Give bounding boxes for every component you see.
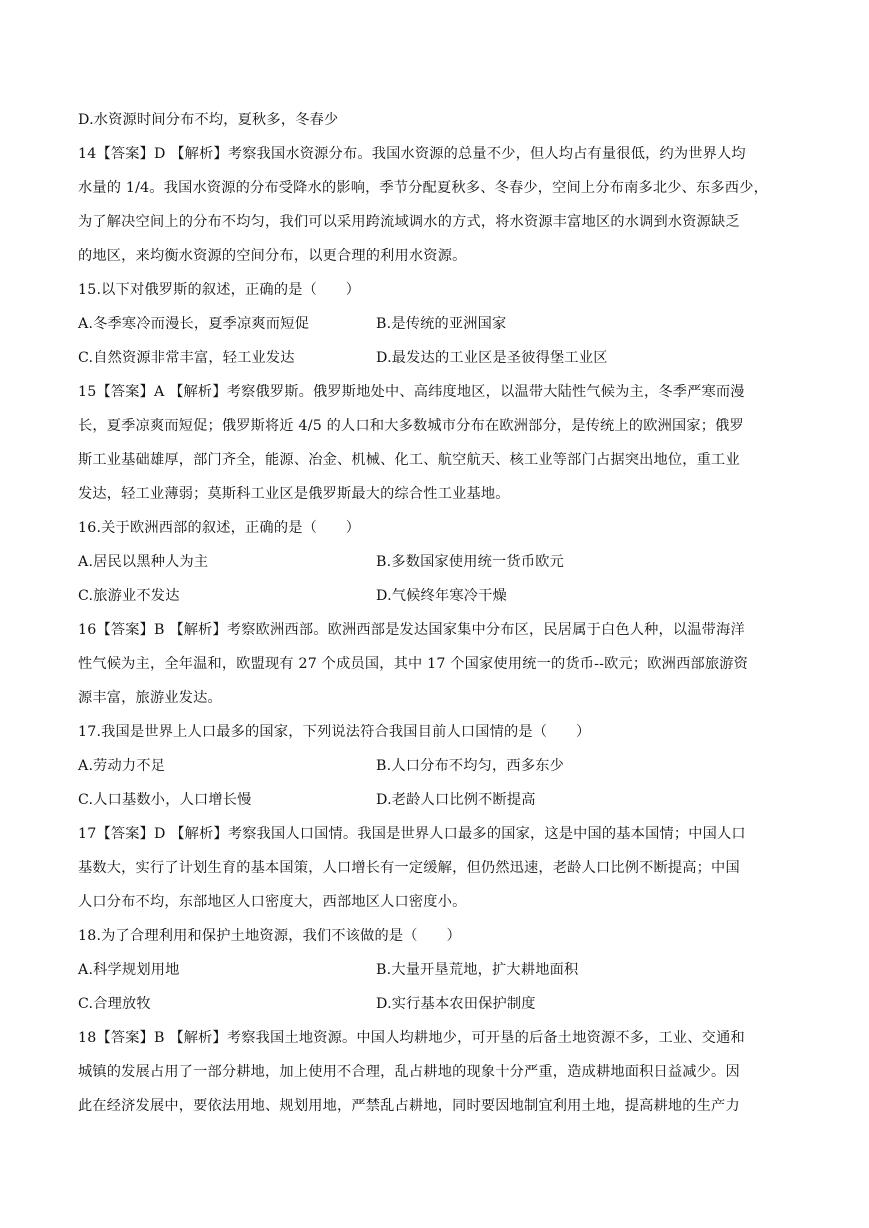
q17-option-b: B.人口分布不均匀，西多东少 xyxy=(376,758,564,774)
q15-option-a: A.冬季寒冷而漫长，夏季凉爽而短促 xyxy=(78,316,309,332)
q16-option-c: C.旅游业不发达 xyxy=(78,588,180,604)
q17-answer-line-1: 17【答案】D 【解析】考察我国人口国情。我国是世界人口最多的国家，这是中国的基本国情；中国人口 xyxy=(78,826,746,842)
q14-answer-line-1: 14【答案】D 【解析】考察我国水资源分布。我国水资源的总量不少，但人均占有量很低，约为世界人均 xyxy=(78,146,746,162)
q16-question: 16.关于欧洲西部的叙述，正确的是（ ） xyxy=(78,520,361,536)
q14-answer-line-4: 的地区，来均衡水资源的空间分布，以更合理的利用水资源。 xyxy=(78,248,467,264)
q18-option-c: C.合理放牧 xyxy=(78,996,151,1012)
q16-answer-line-3: 源丰富，旅游业发达。 xyxy=(78,690,222,706)
q17-question: 17.我国是世界上人口最多的国家，下列说法符合我国目前人口国情的是（ ） xyxy=(78,724,591,740)
q16-option-b: B.多数国家使用统一货币欧元 xyxy=(376,554,564,570)
q15-answer-line-4: 发达，轻工业薄弱；莫斯科工业区是俄罗斯最大的综合性工业基地。 xyxy=(78,486,510,502)
q15-option-d: D.最发达的工业区是圣彼得堡工业区 xyxy=(376,350,608,366)
q13-option-d: D.水资源时间分布不均，夏秋多，冬春少 xyxy=(78,112,339,128)
q17-option-c: C.人口基数小，人口增长慢 xyxy=(78,792,252,808)
q17-answer-line-2: 基数大，实行了计划生育的基本国策，人口增长有一定缓解，但仍然迅速，老龄人口比例不断提高；中国 xyxy=(78,860,740,876)
q18-answer-line-1: 18【答案】B 【解析】考察我国土地资源。中国人均耕地少，可开垦的后备土地资源不多，工业、交通和 xyxy=(78,1030,745,1046)
q17-answer-line-3: 人口分布不均，东部地区人口密度大，西部地区人口密度小。 xyxy=(78,894,467,910)
q16-option-d: D.气候终年寒冷干燥 xyxy=(376,588,507,604)
q18-option-b: B.大量开垦荒地，扩大耕地面积 xyxy=(376,962,579,978)
q16-option-a: A.居民以黑种人为主 xyxy=(78,554,209,570)
q15-option-c: C.自然资源非常丰富，轻工业发达 xyxy=(78,350,295,366)
q16-answer-line-1: 16【答案】B 【解析】考察欧洲西部。欧洲西部是发达国家集中分布区，民居属于白色人种，以温带海洋 xyxy=(78,622,745,638)
q15-option-b: B.是传统的亚洲国家 xyxy=(376,316,507,332)
q15-question: 15.以下对俄罗斯的叙述，正确的是（ ） xyxy=(78,282,361,298)
q14-answer-line-2: 水量的 1/4。我国水资源的分布受降水的影响，季节分配夏秋多、冬春少，空间上分布南多北少、东多西少， xyxy=(78,180,768,196)
q18-question: 18.为了合理利用和保护土地资源，我们不该做的是（ ） xyxy=(78,928,461,944)
q17-option-a: A.劳动力不足 xyxy=(78,758,166,774)
q17-option-d: D.老龄人口比例不断提高 xyxy=(376,792,536,808)
q15-answer-line-2: 长，夏季凉爽而短促；俄罗斯将近 4/5 的人口和大多数城市分布在欧洲部分，是传统上的欧洲国家；俄罗 xyxy=(78,418,744,434)
q16-answer-line-2: 性气候为主，全年温和，欧盟现有 27 个成员国，其中 17 个国家使用统一的货币--欧元；欧洲西部旅游资 xyxy=(78,656,749,672)
q18-answer-line-3: 此在经济发展中，要依法用地、规划用地，严禁乱占耕地，同时要因地制宜利用土地，提高耕地的生产力 xyxy=(78,1098,740,1114)
q18-option-a: A.科学规划用地 xyxy=(78,962,180,978)
q18-option-d: D.实行基本农田保护制度 xyxy=(376,996,536,1012)
q15-answer-line-1: 15【答案】A 【解析】考察俄罗斯。俄罗斯地处中、高纬度地区，以温带大陆性气候为主，冬季严寒而漫 xyxy=(78,384,745,400)
q15-answer-line-3: 斯工业基础雄厚，部门齐全，能源、冶金、机械、化工、航空航天、核工业等部门占据突出地位，重工业 xyxy=(78,452,740,468)
q14-answer-line-3: 为了解决空间上的分布不均匀，我们可以采用跨流域调水的方式，将水资源丰富地区的水调到水资源缺乏 xyxy=(78,214,740,230)
q18-answer-line-2: 城镇的发展占用了一部分耕地，加上使用不合理，乱占耕地的现象十分严重，造成耕地面积日益减少。因 xyxy=(78,1064,740,1080)
